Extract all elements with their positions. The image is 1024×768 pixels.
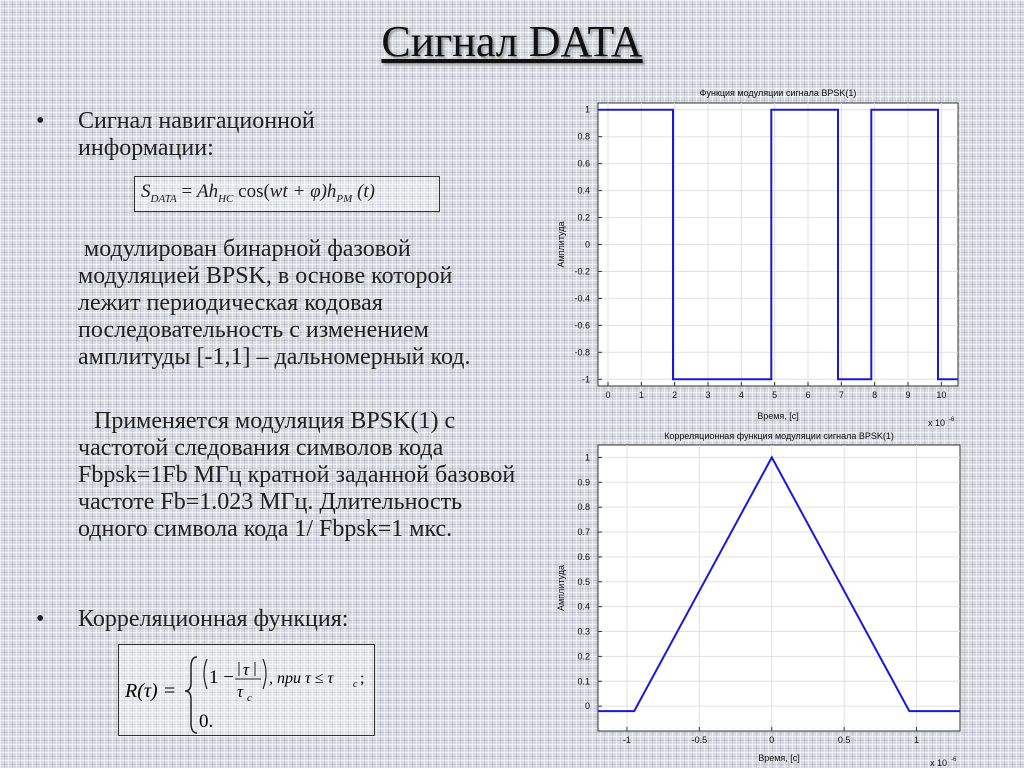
chart-title: Функция модуляции сигнала BPSK(1) (699, 88, 857, 98)
x-tick-label: 7 (838, 390, 844, 400)
x-tick-label: 0 (605, 390, 611, 400)
bullet-correlation (36, 606, 348, 633)
y-tick-label: -0.8 (574, 347, 590, 358)
y-tick-label: 0.6 (577, 551, 590, 562)
bullet-signal (36, 108, 418, 162)
y-tick-label: 0.8 (577, 131, 590, 142)
x-multiplier-label: x 10 (928, 418, 946, 428)
correlation-chart (548, 426, 974, 768)
y-tick-label: 0.3 (577, 626, 590, 637)
formula-condition: , при τ ≤ τ (269, 670, 334, 687)
x-multiplier-label: x 10 (930, 758, 948, 768)
x-multiplier-exponent: -6 (951, 757, 957, 763)
y-tick-label: 0 (584, 239, 590, 250)
y-tick-label: 0.5 (577, 576, 590, 587)
y-tick-label: 0.4 (577, 601, 590, 612)
x-multiplier-exponent: -6 (949, 417, 955, 423)
y-tick-label: -0.6 (574, 320, 590, 331)
x-axis-label: Время, [c] (758, 753, 800, 763)
chart-title: Корреляционная функция модуляции сигнала BPSK(1) (664, 431, 894, 441)
x-tick-label: -0.5 (691, 735, 708, 745)
paren-open (204, 659, 207, 689)
formula-c-sub: c (247, 692, 252, 704)
signal-formula: $S_{DATA} = Ah_{HC}$ $\cos(wt + \varphi)h_{PM}$ (t) (134, 176, 440, 212)
y-tick-label: 0.9 (577, 477, 590, 488)
bullet-marker: • (36, 108, 45, 134)
x-tick-label: 0 (769, 735, 775, 745)
correlation-svg (548, 426, 974, 768)
x-tick-label: 1 (914, 735, 920, 745)
y-tick-label: 0.2 (577, 212, 590, 223)
y-axis-label: Амплитуда (556, 564, 566, 612)
formula-lhs: R(τ) = (125, 680, 177, 702)
bullet-marker: • (36, 606, 45, 632)
modulation-paragraph: модулирован бинарной фазовой модуляцией BPSK, в основе которой лежит периодическая кодовая последовательность с изменением амплитуды [-1,1] – дальномерный код. (78, 236, 471, 370)
x-tick-label: 9 (905, 390, 911, 400)
y-tick-label: -0.2 (574, 266, 590, 277)
x-axis-label: Время, [c] (757, 411, 799, 421)
x-tick-label: 5 (772, 390, 778, 400)
formula-semicolon: ; (360, 670, 365, 687)
y-tick-label: 0.6 (577, 158, 590, 169)
y-axis-label: Амплитуда (556, 221, 566, 268)
bpsk-modulation-svg (548, 84, 974, 436)
y-tick-label: 0.2 (577, 651, 590, 662)
y-tick-label: 0.7 (577, 527, 590, 538)
x-tick-label: 8 (872, 390, 878, 400)
bpsk-modulation-chart (548, 84, 974, 436)
y-tick-label: 0.4 (577, 185, 590, 196)
x-tick-label: 3 (705, 390, 711, 400)
y-tick-label: -1 (581, 374, 590, 385)
paren-close (263, 659, 266, 689)
x-tick-label: -1 (622, 735, 631, 745)
x-tick-label: 4 (738, 390, 744, 400)
plot-area (598, 445, 960, 731)
x-tick-label: 1 (638, 390, 644, 400)
x-tick-label: 0.5 (837, 735, 851, 745)
bpsk-paragraph: Применяется модуляция BPSK(1) с частотой следования символов кода Fbpsk=1Fb МГц кратной заданной базовой частоте Fb=1.023 МГц. Длительность одного символа кода 1/ Fbpsk=1 мкс. (78, 408, 516, 542)
slide-title: Сигнал DATA (381, 17, 643, 66)
x-tick-label: 10 (936, 390, 947, 400)
x-tick-label: 2 (672, 390, 678, 400)
x-tick-label: 6 (805, 390, 811, 400)
y-tick-label: 1 (584, 104, 590, 115)
bullet-correlation-text: Корреляционная функция: (78, 606, 349, 632)
y-tick-label: 0 (584, 701, 590, 712)
y-tick-label: 0.8 (577, 502, 590, 513)
formula-cond-sub: c (353, 679, 358, 690)
formula-tau-c: τ (237, 682, 244, 701)
y-tick-label: 0.1 (577, 676, 590, 687)
correlation-formula (118, 644, 375, 736)
formula-tau: τ (243, 660, 250, 679)
left-brace (185, 657, 197, 733)
y-tick-label: 1 (584, 452, 590, 463)
y-tick-label: -0.4 (574, 293, 590, 304)
bullet-signal-text: Сигнал навигационной информации: (78, 108, 315, 161)
formula-one: 1 − (209, 667, 234, 688)
formula-zero: 0. (199, 711, 214, 732)
